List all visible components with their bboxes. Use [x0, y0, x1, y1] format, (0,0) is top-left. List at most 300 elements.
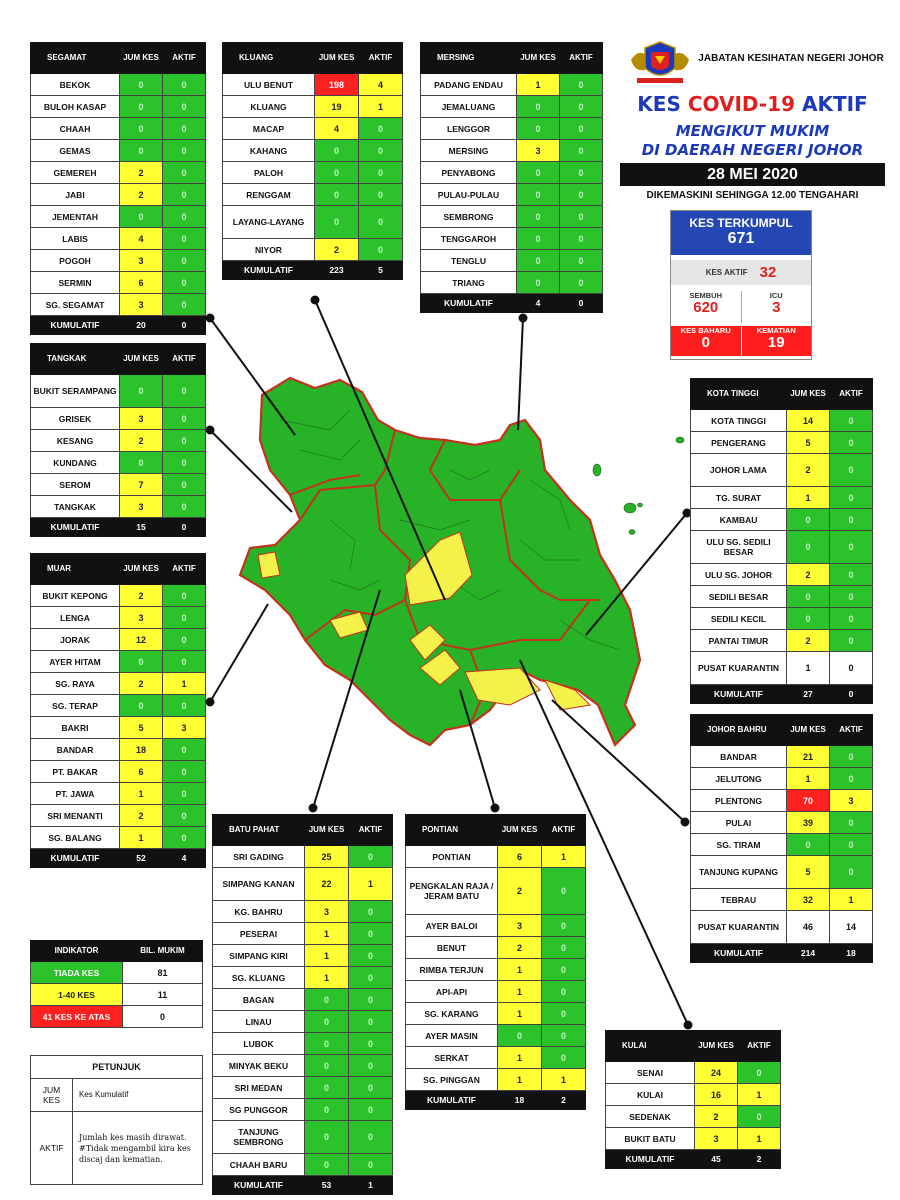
jum-kes-cell: 1	[787, 768, 830, 790]
kumulatif-jum: 27	[787, 685, 830, 704]
kumulatif-row	[691, 685, 873, 704]
aktif-cell: 0	[349, 989, 393, 1011]
mukim-name: TRIANG	[421, 272, 517, 294]
kematian-cell	[741, 326, 812, 356]
aktif-cell: 0	[560, 140, 603, 162]
mukim-name: SEROM	[31, 474, 120, 496]
jum-kes-cell: 18	[120, 739, 163, 761]
aktif-cell: 0	[163, 206, 206, 228]
kes-baharu-value: 0	[701, 334, 710, 351]
jum-kes-cell: 2	[120, 585, 163, 607]
table-row	[31, 717, 206, 739]
table-row	[223, 118, 403, 140]
subtitle-line-1: MENGIKUT MUKIM	[675, 122, 830, 140]
table-row	[691, 768, 873, 790]
district-name-header: KLUANG	[223, 43, 315, 74]
table-row	[31, 695, 206, 717]
table-row	[223, 74, 403, 96]
legend-desc: Kes Kumulatif	[73, 1079, 203, 1112]
aktif-cell: 1	[738, 1084, 781, 1106]
table-header-row	[406, 815, 586, 846]
summary-box	[670, 210, 812, 360]
kes-baharu-label: KES BAHARU	[680, 326, 731, 335]
aktif-cell: 3	[830, 790, 873, 812]
mukim-name: AYER HITAM	[31, 651, 120, 673]
table-row	[213, 901, 393, 923]
jum-kes-cell: 12	[120, 629, 163, 651]
mukim-name: BAKRI	[31, 717, 120, 739]
table-row	[421, 96, 603, 118]
table-row	[691, 812, 873, 834]
aktif-cell: 0	[830, 812, 873, 834]
jum-kes-cell: 1	[498, 1069, 542, 1091]
aktif-cell: 4	[359, 74, 403, 96]
mukim-name: SG. RAYA	[31, 673, 120, 695]
kumulatif-label: KUMULATIF	[31, 518, 120, 537]
islands	[593, 437, 684, 535]
table-row	[421, 272, 603, 294]
aktif-cell: 0	[163, 607, 206, 629]
jum-kes-cell: 2	[120, 162, 163, 184]
mukim-name: KLUANG	[223, 96, 315, 118]
table-row	[31, 74, 206, 96]
table-row	[31, 673, 206, 695]
table-row	[406, 846, 586, 868]
table-row	[31, 206, 206, 228]
mukim-name: GEMEREH	[31, 162, 120, 184]
table-row	[31, 629, 206, 651]
jum-kes-header: JUM KES	[498, 815, 542, 846]
legend-row	[31, 1112, 203, 1185]
mukim-name: PUSAT KUARANTIN	[691, 652, 787, 685]
jum-kes-cell: 0	[517, 272, 560, 294]
mukim-name: PESERAI	[213, 923, 305, 945]
jum-kes-cell: 3	[120, 607, 163, 629]
mukim-name: ULU BENUT	[223, 74, 315, 96]
subtitle-line-2: DI DAERAH NEGERI JOHOR	[641, 141, 864, 159]
table-row	[691, 410, 873, 432]
table-row	[31, 140, 206, 162]
kematian-value: 19	[767, 334, 785, 351]
kes-aktif-panel	[671, 260, 811, 285]
jum-kes-header: JUM KES	[120, 43, 163, 74]
johor-bahru-table	[690, 714, 873, 963]
table-row	[213, 945, 393, 967]
table-row	[213, 868, 393, 901]
kulai-table	[605, 1030, 781, 1169]
table-row	[31, 96, 206, 118]
mukim-name: API-API	[406, 981, 498, 1003]
jum-kes-cell: 1	[787, 487, 830, 509]
jum-kes-header: JUM KES	[120, 344, 163, 375]
jum-kes-cell: 3	[305, 901, 349, 923]
table-row	[31, 162, 206, 184]
jum-kes-cell: 0	[120, 206, 163, 228]
mukim-name: PULAI	[691, 812, 787, 834]
aktif-cell: 0	[830, 509, 873, 531]
aktif-cell: 0	[560, 96, 603, 118]
mukim-name: BULOH KASAP	[31, 96, 120, 118]
district-name-header: MUAR	[31, 554, 120, 585]
aktif-cell: 0	[542, 981, 586, 1003]
aktif-cell: 0	[349, 1154, 393, 1176]
table-row	[606, 1084, 781, 1106]
aktif-cell: 0	[349, 923, 393, 945]
table-row	[223, 239, 403, 261]
table-row	[691, 487, 873, 509]
jum-kes-cell: 1	[120, 783, 163, 805]
table-row	[691, 889, 873, 911]
aktif-cell: 0	[349, 1033, 393, 1055]
jum-kes-cell: 7	[120, 474, 163, 496]
table-header-row	[691, 379, 873, 410]
icu-label: ICU	[769, 291, 783, 300]
jum-kes-cell: 0	[120, 452, 163, 474]
aktif-cell: 0	[830, 834, 873, 856]
table-row	[406, 959, 586, 981]
kumulatif-aktif: 18	[830, 944, 873, 963]
indicator-value: 0	[123, 1006, 203, 1028]
aktif-header: AKTIF	[359, 43, 403, 74]
mukim-name: SEDENAK	[606, 1106, 695, 1128]
jum-kes-cell: 0	[305, 1154, 349, 1176]
table-row	[31, 496, 206, 518]
aktif-header: AKTIF	[163, 43, 206, 74]
table-row	[213, 1077, 393, 1099]
mukim-name: CHAAH	[31, 118, 120, 140]
page-subtitle	[610, 122, 895, 160]
mukim-name: PENGKALAN RAJA / JERAM BATU	[406, 868, 498, 915]
jum-kes-cell: 1	[120, 827, 163, 849]
table-row	[213, 967, 393, 989]
kumulatif-jum: 4	[517, 294, 560, 313]
table-row	[691, 586, 873, 608]
table-row	[406, 937, 586, 959]
aktif-cell: 0	[359, 140, 403, 162]
table-header-row	[421, 43, 603, 74]
table-row	[406, 868, 586, 915]
aktif-header: AKTIF	[560, 43, 603, 74]
mukim-name: SG. KARANG	[406, 1003, 498, 1025]
table-row	[31, 375, 206, 408]
aktif-cell: 0	[163, 739, 206, 761]
aktif-cell: 1	[542, 1069, 586, 1091]
aktif-cell: 0	[163, 783, 206, 805]
mukim-name: AYER BALOI	[406, 915, 498, 937]
jum-kes-cell: 3	[695, 1128, 738, 1150]
aktif-header: AKTIF	[163, 554, 206, 585]
table-row	[31, 430, 206, 452]
mukim-name: PADANG ENDAU	[421, 74, 517, 96]
jum-kes-cell: 1	[498, 959, 542, 981]
jum-kes-cell: 70	[787, 790, 830, 812]
aktif-cell: 0	[560, 162, 603, 184]
jum-kes-cell: 22	[305, 868, 349, 901]
jum-kes-cell: 0	[305, 1099, 349, 1121]
aktif-cell: 0	[560, 272, 603, 294]
jum-kes-cell: 0	[517, 250, 560, 272]
aktif-cell: 0	[163, 408, 206, 430]
jum-kes-cell: 1	[305, 967, 349, 989]
jum-kes-cell: 5	[787, 856, 830, 889]
jum-kes-header: JUM KES	[695, 1031, 738, 1062]
mukim-name: CHAAH BARU	[213, 1154, 305, 1176]
aktif-cell: 0	[349, 846, 393, 868]
aktif-cell: 0	[163, 496, 206, 518]
district-name-header: KULAI	[606, 1031, 695, 1062]
jum-kes-cell: 0	[787, 531, 830, 564]
mukim-name: TEBRAU	[691, 889, 787, 911]
table-row	[31, 184, 206, 206]
jum-kes-cell: 0	[305, 989, 349, 1011]
jum-kes-cell: 2	[315, 239, 359, 261]
table-row	[691, 432, 873, 454]
aktif-cell: 0	[542, 868, 586, 915]
aktif-cell: 0	[163, 452, 206, 474]
jum-kes-cell: 2	[787, 564, 830, 586]
bil-mukim-header: BIL. MUKIM	[123, 941, 203, 962]
table-row	[31, 228, 206, 250]
table-row	[421, 184, 603, 206]
tangkak-table	[30, 343, 206, 537]
aktif-cell: 1	[738, 1128, 781, 1150]
aktif-cell: 0	[359, 118, 403, 140]
aktif-cell: 0	[349, 945, 393, 967]
muar-table	[30, 553, 206, 868]
mukim-name: SERMIN	[31, 272, 120, 294]
aktif-cell: 1	[349, 868, 393, 901]
title-pre: KES	[637, 92, 681, 116]
aktif-cell: 0	[163, 375, 206, 408]
aktif-cell: 0	[163, 162, 206, 184]
jum-kes-cell: 1	[498, 1047, 542, 1069]
aktif-cell: 0	[163, 651, 206, 673]
report-date: 28 MEI 2020	[620, 163, 885, 186]
table-header-row	[223, 43, 403, 74]
kumulatif-label: KUMULATIF	[213, 1176, 305, 1195]
jum-kes-cell: 5	[787, 432, 830, 454]
mukim-name: JORAK	[31, 629, 120, 651]
mukim-name: KAHANG	[223, 140, 315, 162]
table-row	[606, 1062, 781, 1084]
aktif-cell: 0	[542, 937, 586, 959]
aktif-cell: 1	[830, 889, 873, 911]
table-row	[421, 206, 603, 228]
kumulatif-jum: 214	[787, 944, 830, 963]
kumulatif-row	[406, 1091, 586, 1110]
kumulatif-aktif: 0	[560, 294, 603, 313]
aktif-cell: 0	[163, 74, 206, 96]
aktif-cell: 0	[542, 1003, 586, 1025]
aktif-cell: 0	[349, 1011, 393, 1033]
jum-kes-cell: 0	[315, 184, 359, 206]
jum-kes-cell: 19	[315, 96, 359, 118]
aktif-cell: 1	[163, 673, 206, 695]
kes-aktif-value: 32	[759, 264, 777, 281]
kes-terkumpul-value: 671	[727, 230, 755, 247]
legend-key: JUM KES	[31, 1079, 73, 1112]
segamat-table	[30, 42, 206, 335]
aktif-cell: 14	[830, 911, 873, 944]
table-row	[31, 805, 206, 827]
mukim-name: SRI GADING	[213, 846, 305, 868]
aktif-cell: 0	[738, 1062, 781, 1084]
table-row	[223, 184, 403, 206]
table-row	[223, 206, 403, 239]
mukim-name: RIMBA TERJUN	[406, 959, 498, 981]
kumulatif-jum: 15	[120, 518, 163, 537]
mukim-name: TG. SURAT	[691, 487, 787, 509]
jum-kes-cell: 2	[498, 937, 542, 959]
jum-kes-cell: 3	[120, 408, 163, 430]
table-row	[31, 118, 206, 140]
mukim-name: JEMENTAH	[31, 206, 120, 228]
table-row	[213, 1033, 393, 1055]
mukim-name: PALOH	[223, 162, 315, 184]
mukim-name: ULU SG. JOHOR	[691, 564, 787, 586]
table-row	[213, 1121, 393, 1154]
aktif-cell: 0	[349, 1121, 393, 1154]
mukim-name: KULAI	[606, 1084, 695, 1106]
aktif-cell: 0	[830, 531, 873, 564]
kumulatif-aktif: 5	[359, 261, 403, 280]
aktif-cell: 0	[830, 410, 873, 432]
legend-row	[31, 1079, 203, 1112]
mukim-name: SENAI	[606, 1062, 695, 1084]
aktif-cell: 0	[830, 652, 873, 685]
district-name-header: TANGKAK	[31, 344, 120, 375]
jum-kes-cell: 2	[787, 630, 830, 652]
aktif-cell: 0	[830, 432, 873, 454]
sembuh-icu-row	[671, 291, 811, 323]
aktif-cell: 0	[830, 586, 873, 608]
jum-kes-cell: 5	[120, 717, 163, 739]
kumulatif-jum: 53	[305, 1176, 349, 1195]
mukim-name: BANDAR	[31, 739, 120, 761]
table-row	[421, 250, 603, 272]
kumulatif-row	[691, 944, 873, 963]
table-header-row	[31, 344, 206, 375]
mukim-name: SG PUNGGOR	[213, 1099, 305, 1121]
legend-key: AKTIF	[31, 1112, 73, 1185]
jum-kes-cell: 2	[787, 454, 830, 487]
table-row	[691, 746, 873, 768]
aktif-cell: 0	[830, 564, 873, 586]
jum-kes-cell: 0	[305, 1033, 349, 1055]
indicator-label: 1-40 KES	[31, 984, 123, 1006]
mukim-name: JEMALUANG	[421, 96, 517, 118]
kumulatif-aktif: 0	[830, 685, 873, 704]
table-row	[691, 911, 873, 944]
title-covid: COVID-19	[687, 92, 795, 116]
kumulatif-row	[31, 849, 206, 868]
mukim-name: PT. BAKAR	[31, 761, 120, 783]
mukim-name: SEDILI KECIL	[691, 608, 787, 630]
kes-aktif-label: KES AKTIF	[705, 268, 748, 277]
legend-title-row	[31, 1056, 203, 1079]
kumulatif-label: KUMULATIF	[223, 261, 315, 280]
mukim-name: GRISEK	[31, 408, 120, 430]
jum-kes-cell: 0	[315, 140, 359, 162]
aktif-cell: 0	[830, 856, 873, 889]
kumulatif-label: KUMULATIF	[31, 849, 120, 868]
mukim-name: PUSAT KUARANTIN	[691, 911, 787, 944]
page-title	[610, 92, 895, 116]
table-header-row	[31, 554, 206, 585]
district-name-header: SEGAMAT	[31, 43, 120, 74]
jum-kes-cell: 0	[120, 695, 163, 717]
aktif-header: AKTIF	[542, 815, 586, 846]
title-post: AKTIF	[801, 92, 868, 116]
jum-kes-header: JUM KES	[787, 715, 830, 746]
icu-cell	[741, 291, 812, 323]
mukim-name: TANJUNG KUPANG	[691, 856, 787, 889]
kumulatif-label: KUMULATIF	[421, 294, 517, 313]
jum-kes-cell: 2	[120, 673, 163, 695]
kumulatif-jum: 18	[498, 1091, 542, 1110]
district-name-header: BATU PAHAT	[213, 815, 305, 846]
mukim-name: NIYOR	[223, 239, 315, 261]
aktif-header: AKTIF	[738, 1031, 781, 1062]
jum-kes-cell: 1	[305, 923, 349, 945]
table-row	[406, 1047, 586, 1069]
table-row	[421, 228, 603, 250]
jum-kes-cell: 0	[517, 184, 560, 206]
mukim-name: BUKIT BATU	[606, 1128, 695, 1150]
jum-kes-cell: 0	[787, 834, 830, 856]
mukim-name: LABIS	[31, 228, 120, 250]
indicator-row	[31, 1006, 203, 1028]
table-row	[691, 531, 873, 564]
mukim-name: PULAU-PULAU	[421, 184, 517, 206]
indicator-label: 41 KES KE ATAS	[31, 1006, 123, 1028]
aktif-cell: 0	[163, 585, 206, 607]
kumulatif-jum: 45	[695, 1150, 738, 1169]
indicator-row	[31, 984, 203, 1006]
aktif-cell: 0	[163, 228, 206, 250]
jum-kes-cell: 0	[787, 608, 830, 630]
mukim-name: LUBOK	[213, 1033, 305, 1055]
aktif-cell: 0	[163, 184, 206, 206]
jum-kes-cell: 3	[498, 915, 542, 937]
table-row	[31, 452, 206, 474]
table-row	[691, 834, 873, 856]
table-row	[691, 608, 873, 630]
jum-kes-cell: 0	[517, 206, 560, 228]
table-row	[31, 474, 206, 496]
mukim-name: TANGKAK	[31, 496, 120, 518]
kumulatif-label: KUMULATIF	[691, 944, 787, 963]
mukim-name: SEDILI BESAR	[691, 586, 787, 608]
mukim-name: LENGGOR	[421, 118, 517, 140]
mukim-name: KAMBAU	[691, 509, 787, 531]
jum-kes-cell: 24	[695, 1062, 738, 1084]
jum-kes-cell: 46	[787, 911, 830, 944]
table-row	[606, 1106, 781, 1128]
indicator-header-row	[31, 941, 203, 962]
table-row	[691, 454, 873, 487]
jum-kes-cell: 0	[517, 96, 560, 118]
jum-kes-cell: 39	[787, 812, 830, 834]
mukim-name: SEMBRONG	[421, 206, 517, 228]
baharu-kematian-row	[671, 326, 811, 356]
aktif-cell: 1	[542, 846, 586, 868]
aktif-header: AKTIF	[349, 815, 393, 846]
table-row	[691, 630, 873, 652]
aktif-cell: 0	[163, 118, 206, 140]
mukim-name: SERKAT	[406, 1047, 498, 1069]
table-row	[606, 1128, 781, 1150]
